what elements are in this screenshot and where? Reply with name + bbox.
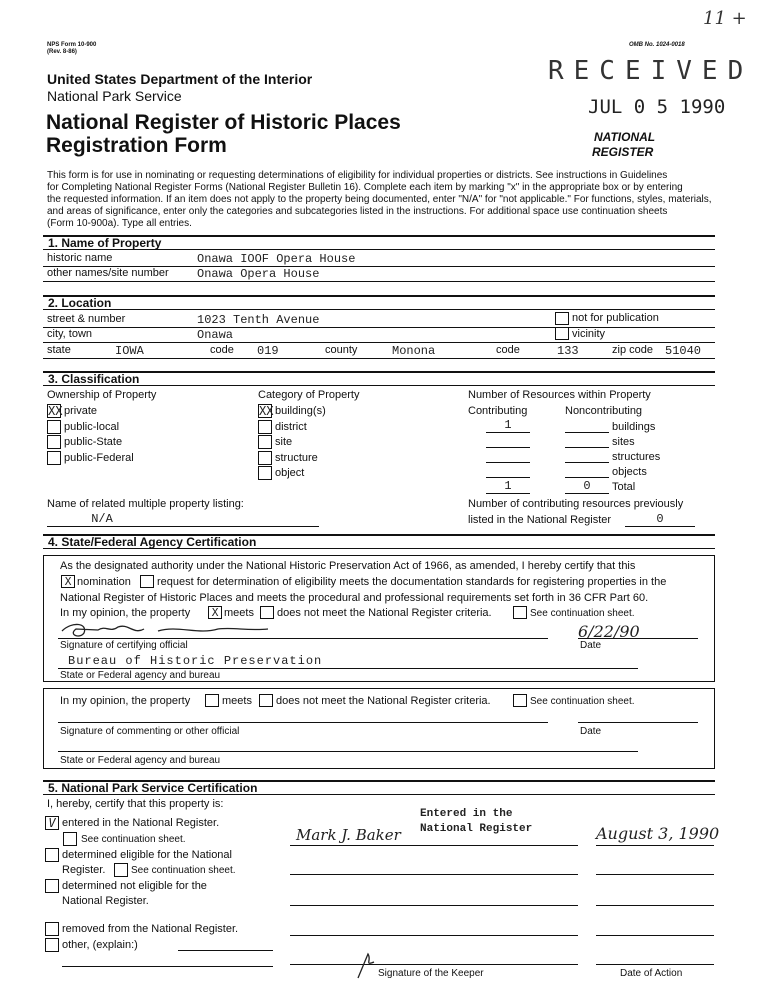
- sites-label: sites: [612, 436, 635, 448]
- section-4-header: [43, 534, 715, 549]
- underline: [578, 638, 698, 639]
- determined-not-eligible-checkbox[interactable]: [45, 879, 59, 893]
- category-object-label: object: [275, 467, 305, 479]
- see-continuation2-checkbox[interactable]: [513, 694, 527, 707]
- multiple-property-field[interactable]: N/A: [91, 512, 113, 526]
- county-field[interactable]: Monona: [392, 344, 436, 358]
- see-continuation-label: See continuation sheet.: [530, 608, 635, 619]
- underline: [486, 493, 530, 494]
- entered-see-checkbox[interactable]: [63, 832, 77, 846]
- entered-see-label: See continuation sheet.: [81, 834, 186, 845]
- meets2-label: meets: [222, 695, 252, 707]
- underline: [596, 964, 714, 965]
- action-date-label: Date of Action: [620, 968, 683, 979]
- entered-stamp-2: National Register: [420, 823, 533, 835]
- underline: [58, 751, 638, 752]
- ownership-private-checkbox[interactable]: XX: [48, 404, 63, 418]
- state-field[interactable]: IOWA: [115, 344, 144, 358]
- date2-label: Date: [580, 726, 602, 737]
- nomination-checkbox[interactable]: X: [61, 575, 75, 588]
- stamp-national: NATIONAL: [594, 130, 656, 144]
- divider: [43, 342, 715, 343]
- underline: [596, 905, 714, 906]
- underline: [178, 950, 273, 951]
- meets2-checkbox[interactable]: [205, 694, 219, 707]
- underline: [565, 447, 609, 448]
- other-label: other, (explain:): [62, 939, 138, 951]
- opinion2-label: In my opinion, the property: [60, 695, 191, 707]
- service-name: National Park Service: [47, 88, 182, 104]
- zip-label: zip code: [612, 344, 653, 356]
- section-4-title: 4. State/Federal Agency Certification: [48, 535, 257, 549]
- agency-field[interactable]: Bureau of Historic Preservation: [68, 654, 323, 668]
- divider: [43, 358, 715, 359]
- underline: [565, 432, 609, 433]
- category-district-label: district: [275, 421, 307, 433]
- removed-checkbox[interactable]: [45, 922, 59, 936]
- cert-date-field[interactable]: 6/22/90: [578, 622, 640, 641]
- determined-not-eligible-label-2: National Register.: [62, 895, 149, 907]
- total-label: Total: [612, 481, 636, 493]
- date-label: Date: [580, 640, 602, 651]
- department: United States Department of the Interior: [47, 71, 313, 87]
- state-label: state: [47, 344, 71, 356]
- noncontributing-total[interactable]: 0: [583, 479, 591, 493]
- see-continuation2-label: See continuation sheet.: [530, 696, 635, 707]
- cert-paragraph-3: National Register of Historic Places and meets the procedural and professional requirements set forth in 36 CFR Part 60.: [60, 592, 649, 604]
- intro-line-3: the requested information. If an item does not apply to the property being documented, enter "N/A" for "not applicable." For functions, styles, materials,: [47, 194, 712, 205]
- underline: [596, 935, 714, 936]
- action-date-field[interactable]: August 3, 1990: [596, 824, 720, 843]
- intro-line-4: and areas of significance, enter only the categories and subcategories listed in the instructions. For additional space use continuation sheets: [47, 206, 668, 217]
- vicinity-checkbox[interactable]: [555, 327, 569, 340]
- vicinity-label: vicinity: [572, 328, 606, 340]
- contributing-total[interactable]: 1: [504, 479, 512, 493]
- category-heading: Category of Property: [258, 389, 360, 401]
- does-not-meet-label: does not meet the National Register criteria.: [277, 607, 492, 619]
- ownership-public-local-checkbox[interactable]: [47, 420, 61, 434]
- zip-field[interactable]: 51040: [665, 344, 702, 358]
- ownership-public-local-label: public-local: [64, 421, 120, 433]
- entered-checkbox[interactable]: V: [45, 816, 59, 830]
- removed-label: removed from the National Register.: [62, 923, 239, 935]
- underline: [486, 432, 530, 433]
- keeper-initials-mark: [350, 950, 380, 980]
- street-field[interactable]: 1023 Tenth Avenue: [197, 313, 320, 327]
- intro-line-1: This form is for use in nominating or requesting determinations of eligibility for individual properties or districts. See instructions in Guidelines: [47, 170, 668, 181]
- signature2-label: Signature of commenting or other official: [60, 726, 240, 737]
- state-code-label: code: [210, 344, 234, 356]
- underline: [486, 447, 530, 448]
- multiple-property-label: Name of related multiple property listing:: [47, 498, 244, 510]
- buildings-label: buildings: [612, 421, 656, 433]
- section-2-header: [43, 295, 715, 310]
- resources-heading: Number of Resources within Property: [468, 389, 651, 401]
- ownership-heading: Ownership of Property: [47, 389, 157, 401]
- nomination-label: nomination: [77, 576, 131, 588]
- entered-stamp-1: Entered in the: [420, 808, 513, 820]
- underline: [596, 874, 714, 875]
- underline: [565, 462, 609, 463]
- category-building-checkbox[interactable]: XX: [259, 404, 274, 418]
- ownership-public-federal-label: public-Federal: [64, 452, 134, 464]
- underline: [290, 964, 578, 965]
- keeper-signature: Mark J. Baker: [296, 826, 401, 844]
- noncontributing-heading: Noncontributing: [565, 405, 643, 417]
- section-3-title: 3. Classification: [48, 372, 140, 386]
- see-continuation-checkbox[interactable]: [513, 606, 527, 619]
- county-code-label: code: [496, 344, 520, 356]
- divider: [43, 327, 715, 328]
- section-1-title: 1. Name of Property: [48, 236, 162, 250]
- does-not-meet2-checkbox[interactable]: [259, 694, 273, 707]
- intro-line-2: for Completing National Register Forms (National Register Bulletin 16). Complete each item by marking "x" in the appropriate box or by entering: [47, 182, 683, 193]
- intro-line-5: (Form 10-900a). Type all entries.: [47, 218, 192, 229]
- historic-name-label: historic name: [47, 252, 113, 264]
- state-code-field[interactable]: 019: [257, 344, 279, 358]
- section-3-header: [43, 371, 715, 386]
- category-site-checkbox[interactable]: [258, 435, 272, 449]
- request-checkbox[interactable]: [140, 575, 154, 588]
- category-structure-label: structure: [275, 452, 318, 464]
- divider: [43, 281, 715, 282]
- form-subtitle: Registration Form: [46, 134, 227, 157]
- underline: [565, 477, 609, 478]
- underline: [486, 462, 530, 463]
- underline: [578, 722, 698, 723]
- entered-label: entered in the National Register.: [62, 817, 220, 829]
- other-checkbox[interactable]: [45, 938, 59, 952]
- agency-label: State or Federal agency and bureau: [60, 670, 221, 681]
- ownership-public-state-checkbox[interactable]: [47, 435, 61, 449]
- category-building-label: building(s): [275, 405, 326, 417]
- other-names-field[interactable]: Onawa Opera House: [197, 267, 320, 281]
- stamp-register: REGISTER: [592, 145, 654, 159]
- form-title: National Register of Historic Places: [46, 111, 401, 134]
- corner-mark: 11 +: [703, 8, 747, 29]
- previously-listed-label-1: Number of contributing resources previously: [468, 498, 684, 510]
- contributing-buildings[interactable]: 1: [504, 418, 512, 432]
- contributing-heading: Contributing: [468, 405, 528, 417]
- ownership-public-federal-checkbox[interactable]: [47, 451, 61, 465]
- section-1-header: [43, 235, 715, 250]
- form-rev: (Rev. 8-86): [47, 49, 77, 55]
- objects-label: objects: [612, 466, 647, 478]
- underline: [565, 493, 609, 494]
- underline: [58, 668, 638, 669]
- county-code-field[interactable]: 133: [557, 344, 579, 358]
- keeper-label: Signature of the Keeper: [378, 968, 484, 979]
- underline: [596, 845, 714, 846]
- form-number: NPS Form 10-900: [47, 42, 97, 48]
- meets-label: meets: [224, 607, 254, 619]
- omb-number: OMB No. 1024-0018: [629, 42, 685, 48]
- underline: [58, 638, 548, 639]
- opinion-label: In my opinion, the property: [60, 607, 191, 619]
- historic-name-field[interactable]: Onawa IOOF Opera House: [197, 252, 356, 266]
- underline: [290, 874, 578, 875]
- request-label: request for determination of eligibility meets the documentation standards for registering properties in the: [157, 576, 667, 588]
- not-for-publication-label: not for publication: [572, 312, 659, 324]
- underline: [62, 966, 273, 967]
- other-names-label: other names/site number: [47, 267, 169, 279]
- underline: [486, 477, 530, 478]
- section-5-header: [43, 780, 715, 795]
- category-structure-checkbox[interactable]: [258, 451, 272, 465]
- ownership-public-state-label: public-State: [64, 436, 123, 448]
- ownership-private-label: private: [64, 405, 98, 417]
- city-label: city, town: [47, 328, 93, 340]
- signature-label: Signature of certifying official: [60, 640, 188, 651]
- determined-not-eligible-label: determined not eligible for the: [62, 880, 207, 892]
- section-5-title: 5. National Park Service Certification: [48, 781, 258, 795]
- underline: [625, 526, 695, 527]
- meets-checkbox[interactable]: X: [208, 606, 222, 619]
- previously-listed-label-2: listed in the National Register: [468, 514, 612, 526]
- previously-listed-field[interactable]: 0: [656, 512, 664, 526]
- determined-eligible-label: determined eligible for the National: [62, 849, 232, 861]
- received-stamp: RECEIVED: [548, 56, 754, 86]
- category-object-checkbox[interactable]: [258, 466, 272, 480]
- not-for-publication-checkbox[interactable]: [555, 312, 569, 325]
- cert-paragraph-1: As the designated authority under the National Historic Preservation Act of 1966, as amended, I hereby certify that this: [60, 560, 636, 572]
- agency2-label: State or Federal agency and bureau: [60, 755, 221, 766]
- eligible-see-checkbox[interactable]: [114, 863, 128, 877]
- underline: [58, 722, 548, 723]
- county-label: county: [325, 344, 358, 356]
- section-2-title: 2. Location: [48, 296, 112, 310]
- underline: [290, 935, 578, 936]
- does-not-meet2-label: does not meet the National Register criteria.: [276, 695, 491, 707]
- structures-label: structures: [612, 451, 661, 463]
- category-site-label: site: [275, 436, 293, 448]
- nps-intro: I, hereby, certify that this property is:: [47, 798, 224, 810]
- determined-eligible-label-2: Register.: [62, 864, 106, 876]
- underline: [47, 526, 319, 527]
- received-date: JUL 0 5 1990: [588, 96, 726, 118]
- category-district-checkbox[interactable]: [258, 420, 272, 434]
- street-label: street & number: [47, 313, 126, 325]
- city-field[interactable]: Onawa: [197, 328, 234, 342]
- determined-eligible-checkbox[interactable]: [45, 848, 59, 862]
- underline: [290, 905, 578, 906]
- underline: [290, 845, 578, 846]
- eligible-see-label: See continuation sheet.: [131, 865, 236, 876]
